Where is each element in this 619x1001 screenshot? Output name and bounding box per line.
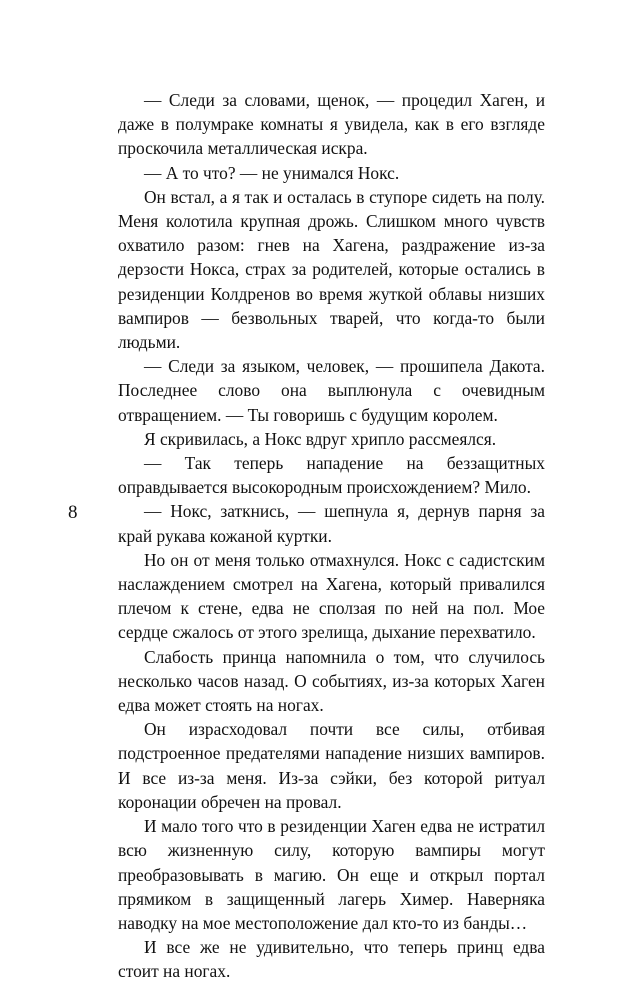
page-number: 8 <box>68 502 78 523</box>
paragraph: — Нокс, заткнись, — шепнула я, дернув парня за край рукава кожаной куртки. <box>118 501 545 546</box>
paragraph: — Следи за словами, щенок, — процедил Хаген, и даже в полумраке комнаты я увидела, как в его взгляде проскочила металлическая искра. <box>118 90 545 159</box>
paragraph: Слабость принца напомнила о том, что случилось несколько часов назад. О событиях, из-за которых Хаген едва может стоять на ногах. <box>118 646 545 716</box>
paragraph: Он израсходовал почти все силы, отбивая подстроенное предателями нападение низших вампиров. И все из-за меня. Из-за сэйки, без которой ритуал коронации обречен на провал. <box>118 719 545 812</box>
paragraph: — А то что? — не унимался Нокс. <box>144 162 400 183</box>
paragraph: И мало того что в резиденции Хаген едва не истратил всю жизненную силу, которую вампиры могут преобразовывать в магию. Он еще и открыл портал прямиком в защищенный лагерь Химер. Наверняка наводку на мое местоположение дал кто-то из банды… <box>118 816 545 933</box>
body-text <box>118 88 545 984</box>
paragraph: Я скривилась, а Нокс вдруг хрипло рассмеялся. <box>144 428 497 449</box>
paragraph: Он встал, а я так и осталась в ступоре сидеть на полу. Меня колотила крупная дрожь. Слишком много чувств охватило разом: гнев на Хагена, раздражение из-за дерзости Нокса, страх за родителей, которые остались в резиденции Колдренов во время жуткой облавы низших вампиров — безвольных тварей, что когда-то были людьми. <box>118 186 545 353</box>
paragraph: И все же не удивительно, что теперь принц едва стоит на ногах. <box>118 937 545 982</box>
paragraph: Но он от меня только отмахнулся. Нокс с садистским наслаждением смотрел на Хагена, который привалился плечом к стене, едва не сползая по ней на пол. Мое сердце сжалось от этого зрелища, дыхание перехватило. <box>118 549 545 643</box>
paragraph: — Так теперь нападение на беззащитных оправдывается высокородным происхождением? Мило. <box>118 453 545 498</box>
paragraph: — Следи за языком, человек, — прошипела Дакота. Последнее слово она выплюнула с очевидным отвращением. — Ты говоришь с будущим королем. <box>118 356 545 425</box>
